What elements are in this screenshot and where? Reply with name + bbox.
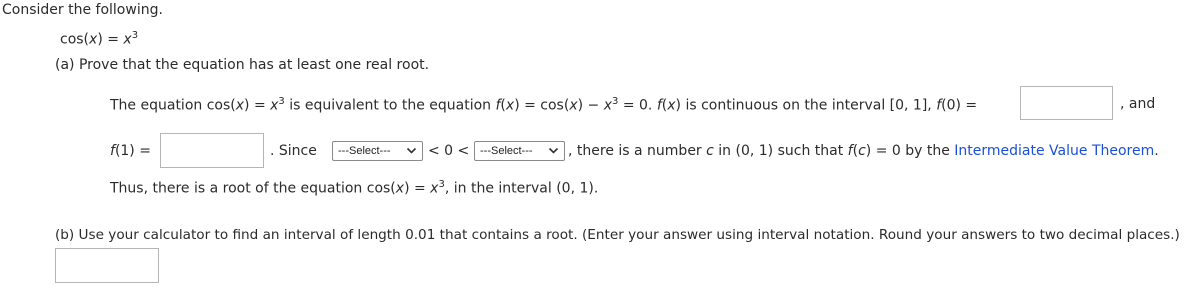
part-a-heading: (a) Prove that the equation has at least one real root.	[55, 57, 430, 73]
l1-e2: 3	[612, 96, 619, 107]
chevron-down-icon	[548, 145, 559, 156]
l1-x6: x	[667, 97, 676, 114]
l3-x1: x	[395, 180, 405, 197]
ivt-link[interactable]: Intermediate Value Theorem	[954, 143, 1155, 159]
l3-t3: , in the interval (0, 1).	[444, 180, 599, 197]
l1-x2: x	[270, 97, 279, 114]
select-lower-label: ---Select---	[338, 145, 391, 157]
f0-answer-input[interactable]	[1020, 86, 1113, 120]
l1-t1: The equation cos(	[110, 97, 236, 114]
l2-t4: (	[852, 143, 859, 159]
l2-t2: , there is a number	[568, 143, 707, 159]
l2-c2: c	[858, 143, 866, 159]
select-upper-label: ---Select---	[480, 145, 533, 157]
l3-t2: ) =	[404, 180, 431, 197]
part-a-line2-start	[110, 143, 151, 159]
equation	[60, 30, 138, 48]
chevron-down-icon	[406, 145, 417, 156]
l1-x1: x	[235, 97, 245, 114]
l2-dot: .	[1154, 143, 1159, 159]
equation-var: x	[89, 31, 98, 48]
f1-answer-input[interactable]	[160, 133, 264, 168]
equation-lhs: cos(	[60, 31, 90, 48]
l1-f2: f	[656, 97, 662, 114]
l1-t8: (	[661, 97, 668, 114]
and-text: , and	[1120, 96, 1156, 112]
select-lower[interactable]	[332, 141, 423, 161]
select-upper[interactable]	[474, 141, 565, 161]
l1-t10: (0) =	[941, 97, 978, 114]
since-text: . Since	[270, 143, 317, 159]
l1-f1: f	[495, 97, 501, 114]
l1-t6: ) −	[577, 97, 604, 114]
part-b-heading: (b) Use your calculator to find an interval of length 0.01 that contains a root. (Enter your answer using interval notation. Round your answers to two decimal places.)	[55, 227, 1180, 243]
l2-t3: in (0, 1) such that	[713, 143, 848, 159]
l1-f3: f	[936, 97, 942, 114]
part-a-line1	[110, 96, 977, 114]
l2-t5: ) = 0 by the	[865, 143, 955, 159]
equation-rhs-var: x	[123, 31, 132, 48]
l2-f2: f	[847, 143, 853, 159]
l1-t7: = 0.	[618, 97, 657, 114]
l1-t2: ) =	[244, 97, 271, 114]
l1-x4: x	[569, 97, 578, 114]
interval-answer-input[interactable]	[55, 248, 159, 283]
equation-exponent: 3	[131, 30, 139, 41]
l1-t9: ) is continuous on the interval [0, 1],	[675, 97, 937, 114]
less-than-text: < 0 <	[428, 143, 470, 159]
l1-t3: is equivalent to the equation	[284, 97, 496, 114]
l2-c1: c	[706, 143, 714, 159]
l2-t1: (1) =	[114, 143, 151, 159]
l1-x5: x	[603, 97, 612, 114]
l1-e1: 3	[278, 96, 285, 107]
part-a-line3	[110, 179, 598, 197]
l2-f: f	[110, 143, 115, 159]
l1-t4: (	[500, 97, 506, 114]
l1-t5: ) = cos(	[514, 97, 570, 114]
equation-mid: ) =	[97, 31, 124, 48]
l3-e: 3	[438, 179, 445, 190]
intro-text: Consider the following.	[2, 2, 163, 18]
part-a-line2-end	[568, 143, 1159, 159]
l1-x3: x	[505, 97, 515, 114]
l3-x2: x	[430, 180, 439, 197]
l3-t1: Thus, there is a root of the equation cos(	[110, 180, 396, 197]
